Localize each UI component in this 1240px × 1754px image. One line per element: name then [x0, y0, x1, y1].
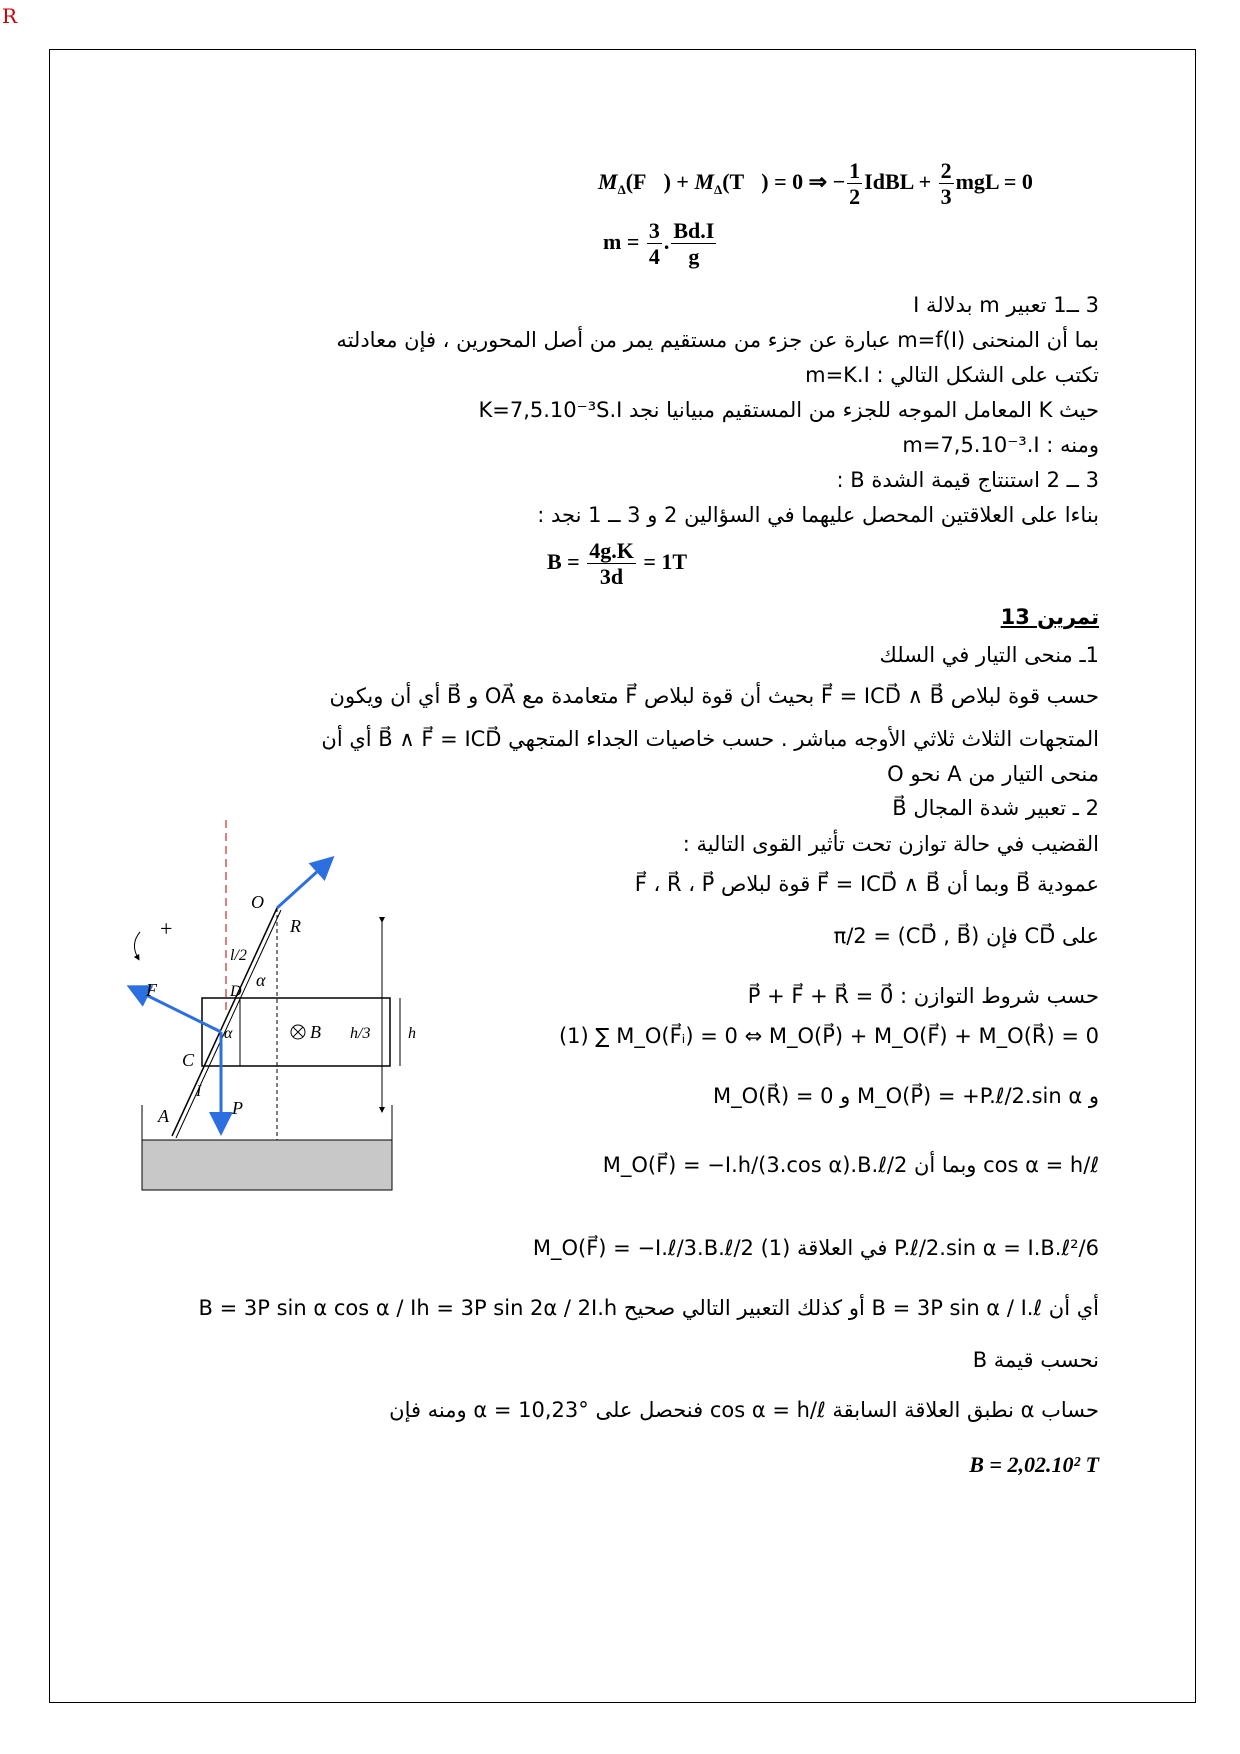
label-l2: l/2: [230, 947, 247, 964]
q1: 1ـ منحى التيار في السلك: [879, 643, 1099, 667]
reaction-arrow: [277, 860, 330, 908]
line-form: تكتب على الشكل التالي : m=K.I: [805, 363, 1099, 387]
label-R: R: [290, 916, 301, 936]
b9: أي أن B = 3P sin α / I.ℓ أو كذلك التعبير التالي صحيح B = 3P sin α cos α / Ih = 3P sin 2α / 2I.h: [198, 1296, 1099, 1320]
label-P: P: [232, 1098, 243, 1118]
q2: 2 ـ تعبير شدة المجال B⃗: [892, 796, 1099, 820]
label-C: C: [182, 1050, 195, 1070]
b-result: B = 2,02.10² T: [969, 1452, 1099, 1477]
line-3-2: 3 ــ 2 استنتاج قيمة الشدة B :: [836, 468, 1099, 492]
line-based: بناءا على العلاقتين المحصل عليهما في السؤالين 2 و 3 ــ 1 نجد :: [537, 503, 1099, 527]
a1: حسب قوة لبلاص F⃗ = ICD⃗ ∧ B⃗ بحيث أن قوة لبلاص F⃗ متعامدة مع OA⃗ و B⃗ أي أن ويكون: [329, 684, 1099, 708]
b7: M_O(F⃗) = −I.h/(3.cos α).B.ℓ/2 وبما أن cos α = h/ℓ: [602, 1153, 1099, 1177]
label-I: I: [196, 1083, 202, 1100]
mass-equation: m = $\frac{3}{4}$ . $\frac{Bd.I}{g}$: [603, 218, 715, 270]
b6: M_O(R⃗) = 0 و M_O(P⃗) = +P.ℓ/2.sin α و: [713, 1084, 1099, 1108]
label-A: A: [158, 1106, 169, 1126]
b10: نحسب قيمة B: [972, 1348, 1099, 1372]
b-equation: B = $\frac{4g.K}{3d}$ = 1T: [547, 538, 688, 590]
rod: [172, 908, 277, 1136]
label-F: F: [146, 980, 157, 1000]
label-O: O: [251, 892, 264, 912]
b5: (1) ∑ M_O(F⃗ᵢ) = 0 ⇔ M_O(P⃗) + M_O(F⃗) + M_O(R⃗) = 0: [558, 1024, 1099, 1048]
label-D: D: [230, 983, 242, 1000]
line-curve: بما أن المنحنى m=f(I) عبارة عن جزء من مستقيم يمر من أصل المحورين ، فإن معادلته: [336, 328, 1099, 352]
a2: المتجهات الثلاث ثلاثي الأوجه مباشر . حسب خاصيات الجداء المتجهي B⃗ ∧ F⃗ = ICD⃗ أي أن: [321, 727, 1099, 751]
label-h: h: [408, 1025, 416, 1042]
line-k: حيث K المعامل الموجه للجزء من المستقيم مبيانيا نجد K=7,5.10⁻³S.I: [478, 398, 1099, 422]
exercise-title: تمرين 13: [1000, 605, 1099, 629]
liquid: [142, 1140, 392, 1190]
label-plus: +: [160, 916, 173, 941]
b1: القضيب في حالة توازن تحت تأثير القوى التالية :: [682, 832, 1099, 856]
b3: على CD⃗ فإن (CD⃗ , B⃗) = π/2: [833, 924, 1099, 948]
a3: منحى التيار من A نحو O: [887, 762, 1099, 786]
label-alpha-2: α: [224, 1025, 233, 1042]
rod-figure: [120, 820, 420, 1200]
label-alpha: α: [256, 970, 266, 990]
corner-mark: R: [2, 4, 18, 28]
label-h3: h/3: [350, 1025, 371, 1042]
line-3-1: 3 ــ1 تعبير m بدلالة I: [913, 293, 1099, 317]
label-B: B: [310, 1022, 321, 1042]
b4: حسب شروط التوازن : P⃗ + F⃗ + R⃗ = 0⃗: [747, 984, 1099, 1008]
moment-equation: $M_\Delta(F⃗)$ + $M_\Delta(T⃗) = 0$ ⇒ − $\frac{1}{2}$ IdBL + $\frac{2}{3}$ mgL = 0: [598, 158, 1033, 210]
b11: حساب α نطبق العلاقة السابقة cos α = h/ℓ فنحصل على α = 10,23° ومنه فإن: [389, 1398, 1099, 1422]
b8: M_O(F⃗) = −I.ℓ/3.B.ℓ/2 في العلاقة (1) P.ℓ/2.sin α = I.B.ℓ²/6: [532, 1236, 1099, 1260]
line-m: ومنه : m=7,5.10⁻³.I: [902, 433, 1099, 457]
b2: F⃗ ، R⃗ ، P⃗ قوة لبلاص F⃗ = ICD⃗ ∧ B⃗ وبما أن B⃗ عمودية: [634, 872, 1099, 896]
